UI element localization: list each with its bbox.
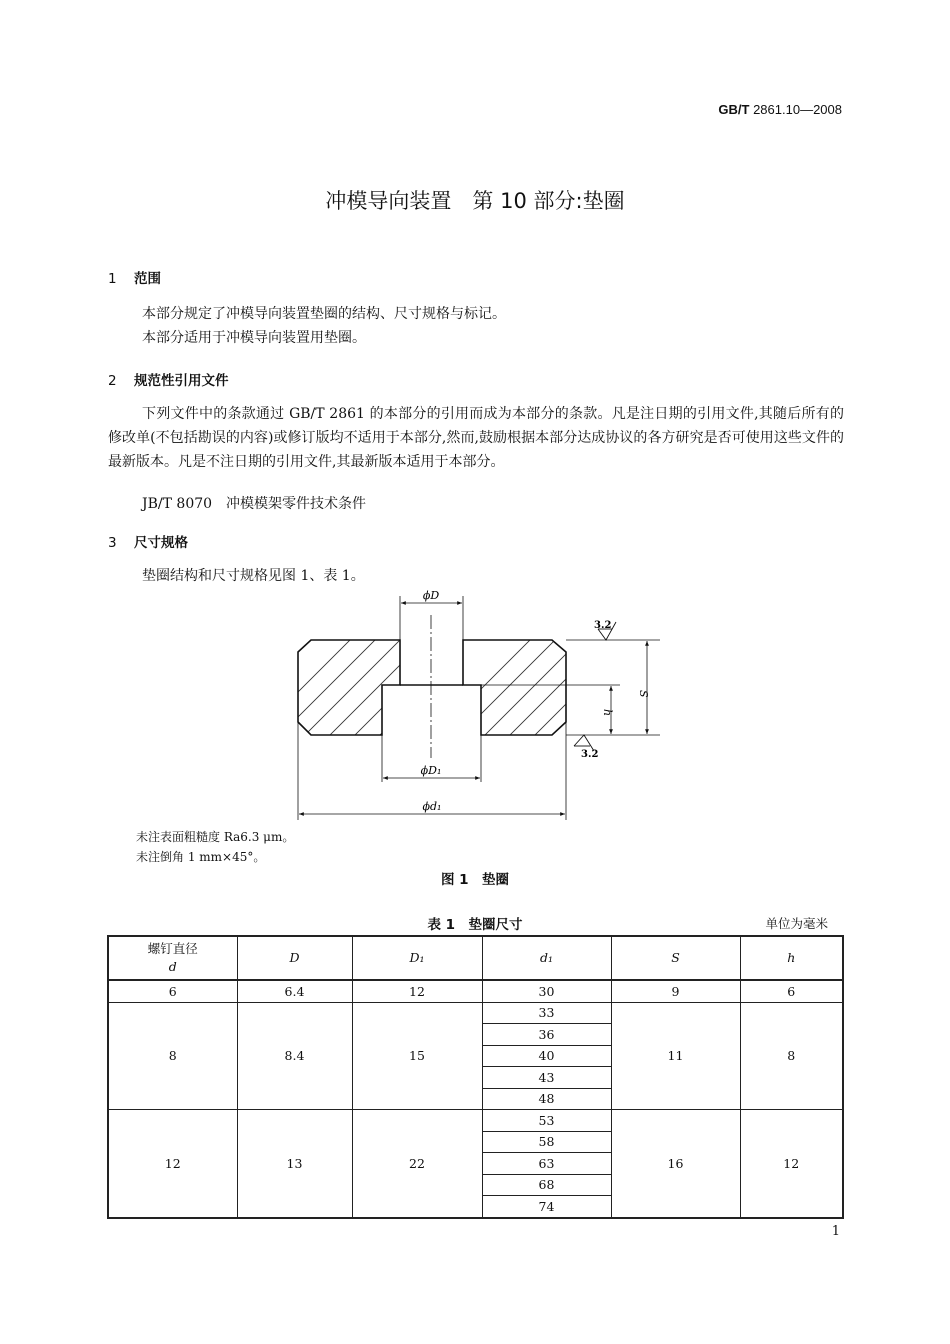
header-h: h [740, 936, 843, 980]
roughness-symbols [574, 622, 616, 751]
section-3-heading: 3 尺寸规格 [108, 535, 188, 551]
page-title: 冲模导向装置 第 10 部分:垫圈 [325, 189, 625, 213]
dim-phi-D1: ϕD₁ [420, 764, 442, 777]
table-row: 12 13 22 53 16 12 [108, 1110, 843, 1132]
table-row: 58 [108, 1131, 843, 1153]
table-caption: 表 1 垫圈尺寸 [427, 917, 523, 933]
header-D: D [237, 936, 352, 980]
page-number: 1 [831, 1224, 840, 1239]
section-1-para-2: 本部分适用于冲模导向装置用垫圈。 [142, 330, 366, 346]
table-row: 40 [108, 1045, 843, 1067]
dim-S: S [637, 690, 650, 698]
table-row: 36 [108, 1024, 843, 1046]
header-S: S [611, 936, 740, 980]
standard-prefix: GB/T [718, 102, 750, 117]
table-row: 8 8.4 15 33 11 8 [108, 1002, 843, 1024]
section-1-para-1: 本部分规定了冲模导向装置垫圈的结构、尺寸规格与标记。 [142, 306, 506, 322]
table-row: 43 [108, 1067, 843, 1089]
dimension-lines [299, 603, 647, 814]
figure-note-1: 未注表面粗糙度 Ra6.3 μm。 [136, 830, 295, 844]
figure-note-2: 未注倒角 1 mm×45°。 [136, 850, 266, 864]
header-d1: d₁ [482, 936, 611, 980]
roughness-top-label: 3.2 [594, 620, 612, 631]
table-row: 6 6.4 12 30 9 6 [108, 980, 843, 1002]
standard-code: 2861.10—2008 [753, 102, 842, 117]
section-3-para-1: 垫圈结构和尺寸规格见图 1、表 1。 [142, 568, 365, 584]
table-row: 48 [108, 1088, 843, 1110]
roughness-bottom-label: 3.2 [581, 749, 599, 760]
table-row: 74 [108, 1196, 843, 1218]
section-2-heading: 2 规范性引用文件 [108, 373, 229, 389]
figure-caption: 图 1 垫圈 [440, 872, 510, 888]
section-1-heading: 1 范围 [108, 271, 161, 287]
dim-h: h [601, 709, 614, 717]
table-row: 68 [108, 1174, 843, 1196]
section-2-reference: JB/T 8070 冲模模架零件技术条件 [142, 496, 367, 512]
header-D1: D₁ [352, 936, 482, 980]
table-row: 63 [108, 1153, 843, 1175]
hatch-right [330, 580, 790, 830]
dim-phi-D: ϕD [422, 589, 440, 602]
table-unit: 单位为毫米 [765, 916, 828, 931]
hatch-left [150, 580, 585, 830]
washer-outline [298, 640, 566, 735]
header-screw-diameter: 螺钉直径 d [108, 936, 237, 980]
section-2-para-1: 下列文件中的条款通过 GB/T 2861 的本部分的引用而成为本部分的条款。凡是注日期的引用文件,其随后所有的修改单(不包括勘误的内容)或修订版均不适用于本部分,然而,鼓励根据本部分达成协议的各方研究是否可使用这些文件的最新版本。凡是不注日期的引用文件,其最新版本适用于本部分。 [108, 406, 844, 470]
washer-dimension-table [107, 935, 844, 1219]
dim-phi-d1: ϕd₁ [422, 800, 442, 813]
